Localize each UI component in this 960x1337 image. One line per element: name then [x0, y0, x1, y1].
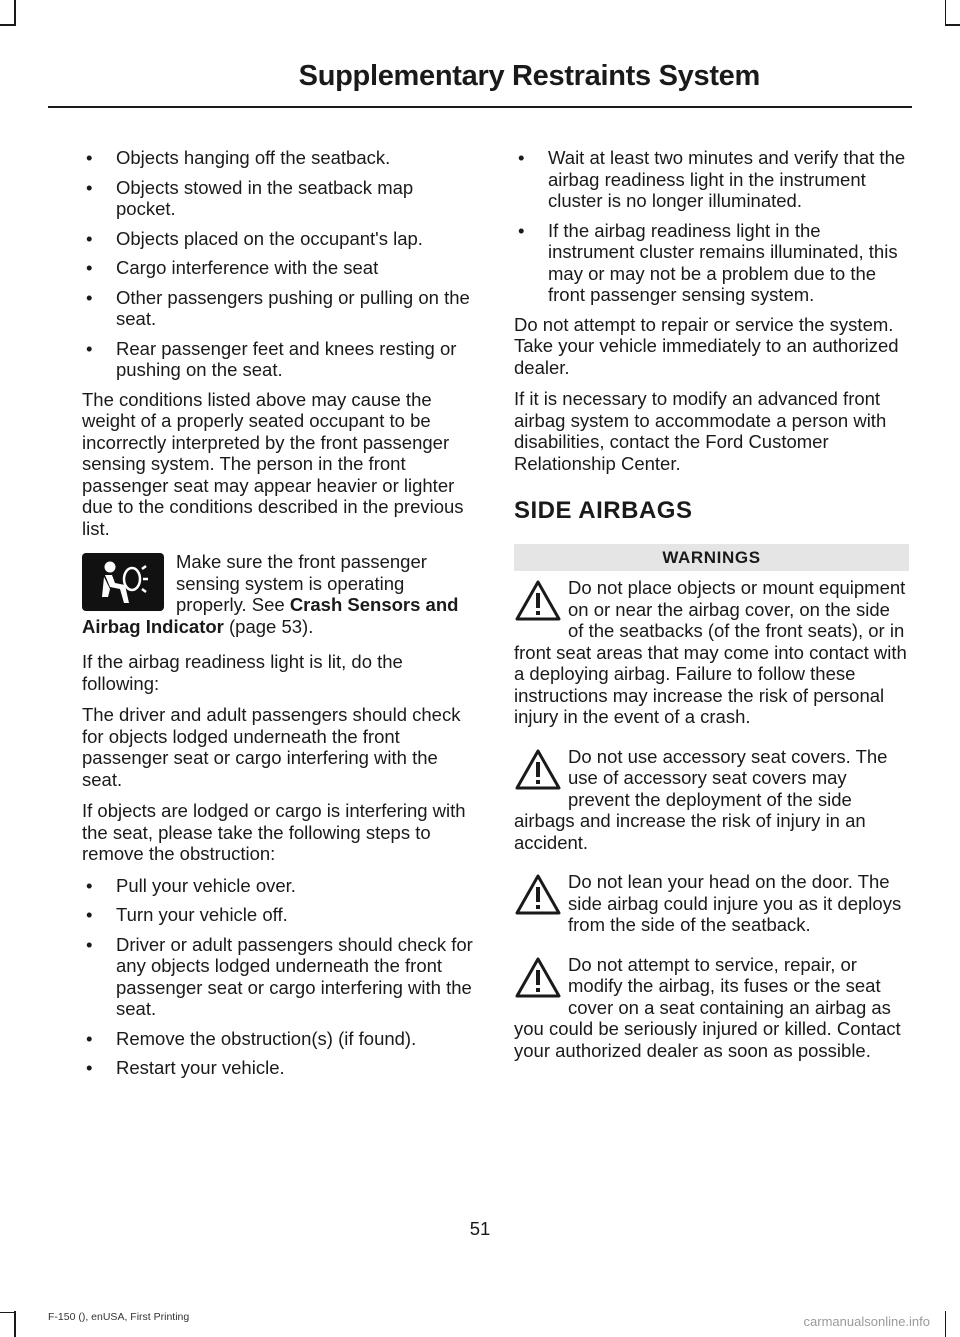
crop-mark — [0, 24, 14, 26]
body-paragraph: Do not attempt to repair or service the system. Take your vehicle immediately to an authorized dealer. — [514, 313, 899, 378]
list-item: • Wait at least two minutes and verify that the airbag readiness light in the instrument cluster is no longer illuminated. — [518, 147, 906, 211]
warning-item: Do not lean your head on the door. The side airbag could injure you as it deploys from the side of the seatback. — [514, 871, 909, 936]
edition-footer: F-150 (), enUSA, First Printing — [48, 1311, 190, 1323]
indicator-note: Make sure the front passenger sensing system is operating properly. See Crash Sensors and Airbag Indicator (page 53). — [82, 551, 459, 637]
list-item: • Objects stowed in the seatback map pocket. — [86, 176, 414, 219]
warning-triangle-icon — [514, 579, 562, 623]
header-divider — [48, 106, 912, 108]
warning-triangle-icon — [514, 956, 562, 1000]
crop-mark — [946, 24, 960, 26]
watermark: carmanualsonline.info — [803, 1314, 930, 1329]
list-item: • Cargo interference with the seat — [86, 257, 379, 278]
list-item: • Pull your vehicle over. — [86, 874, 296, 896]
list-item: • Restart your vehicle. — [86, 1057, 285, 1078]
list-item: • Other passengers pushing or pulling on the seat. — [86, 286, 470, 329]
list-item: • Objects placed on the occupant's lap. — [86, 227, 423, 249]
crop-mark — [14, 1311, 16, 1337]
warning-triangle-icon — [514, 748, 562, 792]
warning-item: Do not use accessory seat covers. The use of accessory seat covers may prevent the deployment of the side airbags and increase the risk of injury in an accident. — [514, 745, 888, 853]
body-paragraph: If objects are lodged or cargo is interfering with the seat, please take the following steps to remove the obstruction: — [82, 800, 466, 864]
left-column — [82, 147, 477, 1087]
page-number: 51 — [469, 1218, 491, 1239]
page-title: Supplementary Restraints System — [298, 60, 760, 92]
body-paragraph: If it is necessary to modify an advanced front airbag system to accommodate a person with disabilities, contact the Ford Customer Relationship Center. — [514, 388, 887, 474]
list-item: • Turn your vehicle off. — [86, 904, 288, 925]
body-paragraph: The conditions listed above may cause the weight of a properly seated occupant to be incorrectly interpreted by the front passenger sensing system. The person in the front passenger seat may appear heavier or lighter due to the conditions described in the previous list. — [82, 388, 464, 539]
crop-mark — [945, 0, 947, 26]
warning-item: Do not place objects or mount equipment on or near the airbag cover, on the side of the seatbacks (of the front seats), or in front seat areas that may come into contact with a deploying airbag. Failure to follow these instructions may increase the risk of personal injury in the event of a crash. — [514, 577, 907, 727]
warning-item: Do not attempt to service, repair, or modify the airbag, its fuses or the seat cover on a seat containing an airbag as you could be seriously injured or killed. Contact your authorized dealer as soon as possible. — [514, 953, 901, 1061]
list-item: • Rear passenger feet and knees resting or pushing on the seat. — [86, 337, 457, 380]
body-paragraph: If the airbag readiness light is lit, do the following: — [82, 651, 403, 694]
warnings-header: WARNINGS — [514, 544, 909, 572]
crop-mark — [14, 0, 16, 26]
section-heading: SIDE AIRBAGS — [514, 497, 693, 524]
list-item: • Objects hanging off the seatback. — [86, 147, 391, 168]
airbag-indicator-icon — [82, 553, 164, 611]
list-item: • Remove the obstruction(s) (if found). — [86, 1027, 417, 1049]
right-column — [514, 147, 909, 1079]
crop-mark — [0, 1312, 14, 1314]
list-item: • If the airbag readiness light in the instrument cluster remains illuminated, this may or may not be a problem due to the front passenger sensing system. — [518, 219, 898, 305]
crop-mark — [945, 1311, 947, 1337]
body-paragraph: The driver and adult passengers should check for objects lodged underneath the front passenger seat or cargo interfering with the seat. — [82, 704, 461, 790]
list-item: • Driver or adult passengers should check for any objects lodged underneath the front passenger seat or cargo interfering with the seat. — [86, 933, 473, 1019]
warning-triangle-icon — [514, 873, 562, 917]
cross-reference-link[interactable]: Crash Sensors and Airbag Indicator — [82, 594, 459, 637]
